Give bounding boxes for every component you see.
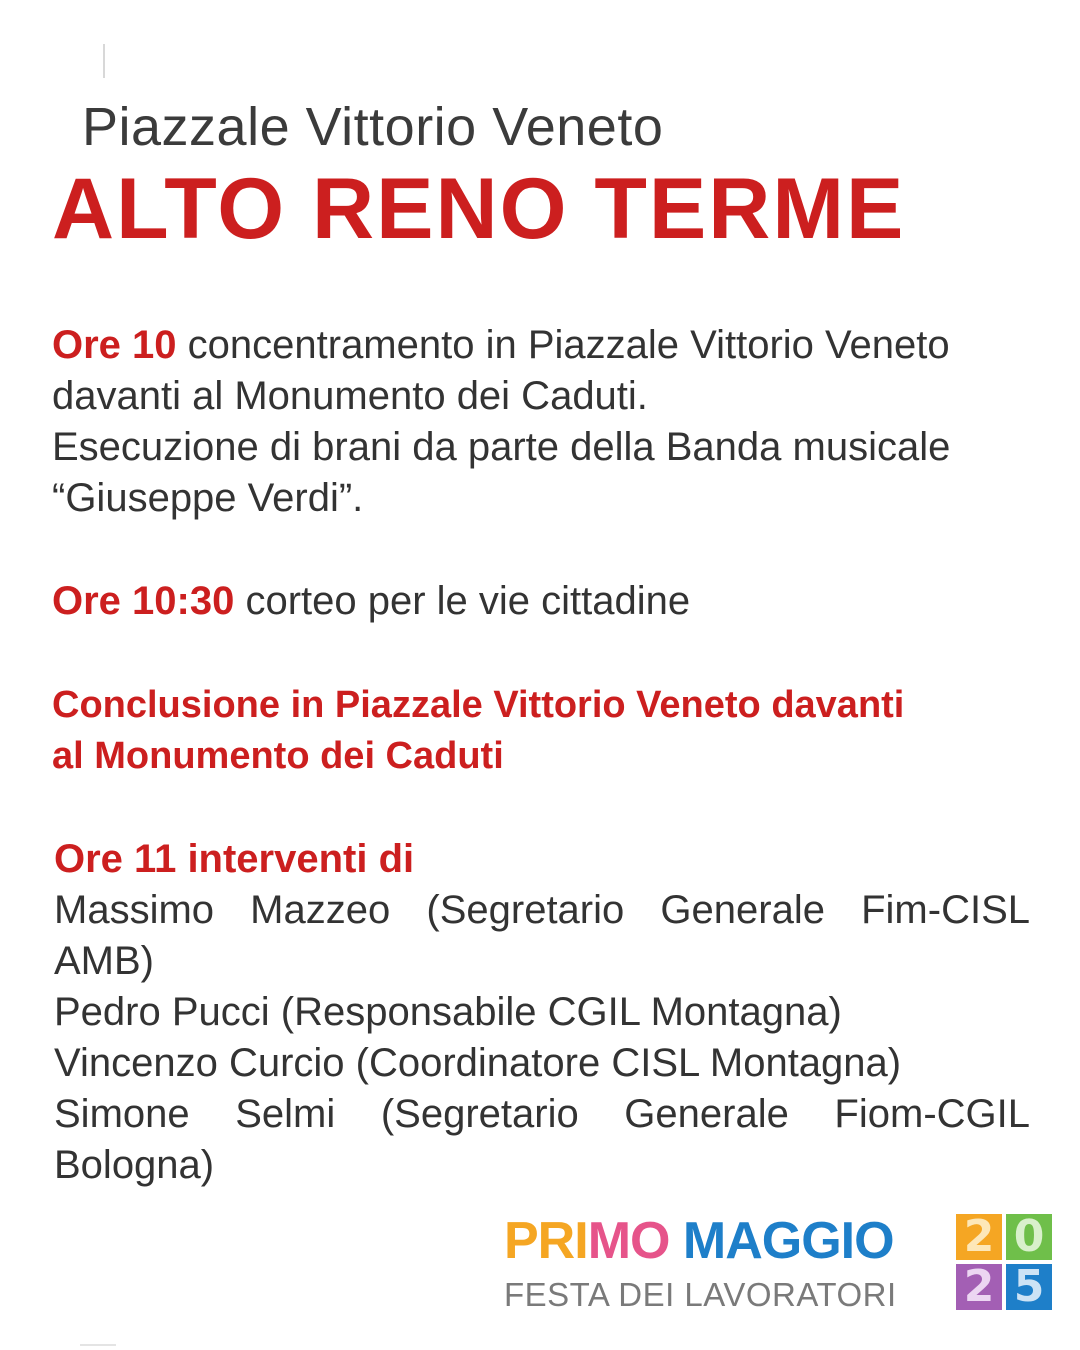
speakers-section [54, 834, 1030, 1191]
item1-line1: Ore 10 concentramento in Piazzale Vittorio Veneto [52, 323, 950, 367]
year-digit: 2 [956, 1264, 1002, 1310]
logo-title: PRIMO MAGGIO [504, 1212, 894, 1270]
item1-line3: Esecuzione di brani da parte della Banda musicale [52, 425, 951, 469]
venue-title: Piazzale Vittorio Veneto [82, 97, 664, 157]
year-digit: 0 [1006, 1214, 1052, 1260]
conclusion-line2: al Monumento dei Caduti [52, 735, 504, 777]
speaker-item: Pedro Pucci (Responsabile CGIL Montagna) [54, 990, 842, 1034]
town-title: ALTO RENO TERME [52, 161, 906, 257]
speaker-item: Massimo Mazzeo (Segretario Generale Fim-CISL AMB) [54, 888, 1030, 983]
logo-subtitle: FESTA DEI LAVORATORI [504, 1276, 897, 1313]
conclusion-line1: Conclusione in Piazzale Vittorio Veneto davanti [52, 684, 905, 726]
schedule-item-1030 [52, 576, 1028, 627]
speakers-heading: Ore 11 interventi di [54, 837, 415, 881]
conclusion-text [52, 680, 1042, 782]
item1-line2: davanti al Monumento dei Caduti. [52, 374, 648, 418]
speaker-item: Simone Selmi (Segretario Generale Fiom-CGIL Bologna) [54, 1092, 1030, 1187]
schedule-item-10 [52, 320, 1028, 524]
primo-maggio-logo [504, 1211, 1052, 1314]
time-label: Ore 10 [52, 323, 177, 367]
speaker-item: Vincenzo Curcio (Coordinatore CISL Montagna) [54, 1041, 902, 1085]
year-digit: 2 [956, 1214, 1002, 1260]
time-label: Ore 10:30 [52, 579, 235, 623]
footer-mark [80, 1344, 116, 1346]
year-digit: 5 [1006, 1264, 1052, 1310]
item1-line4: “Giuseppe Verdi”. [52, 476, 364, 520]
item2-text: corteo per le vie cittadine [234, 579, 691, 623]
logo-year [956, 1211, 1052, 1312]
corner-mark [103, 44, 105, 78]
